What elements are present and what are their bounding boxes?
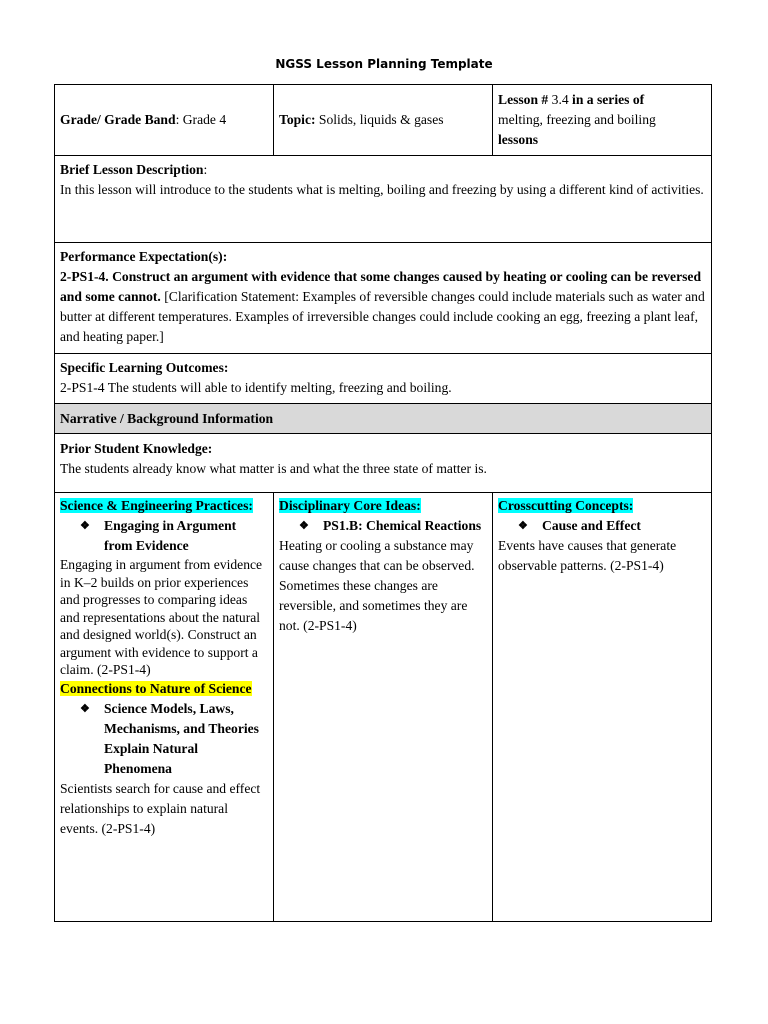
practices-bullet xyxy=(60,516,268,556)
header-row xyxy=(55,85,712,156)
narrative-row xyxy=(55,404,712,434)
lesson-series-value: melting, freezing and boiling xyxy=(498,112,656,127)
lesson-suffix: lessons xyxy=(498,132,539,147)
description-heading-colon: : xyxy=(203,162,208,177)
nature-heading: Connections to Nature of Science xyxy=(60,680,252,696)
prior-row xyxy=(55,434,712,493)
topic-cell xyxy=(274,85,493,156)
description-text: In this lesson will introduce to the students what is melting, boiling and freezing by using a different kind of activities. xyxy=(60,182,704,197)
diamond-bullet-icon: ❖ xyxy=(299,520,309,532)
prior-cell xyxy=(55,434,712,493)
performance-clarification: [Clarification Statement: Examples of reversible changes could include materials such as water and butter at different temperatures. Examples of irreversible changes could include cooking an egg, freezing a plant leaf, and heating paper.] xyxy=(60,289,705,344)
topic-value: Solids, liquids & gases xyxy=(315,112,444,127)
nature-bullet-text: Science Models, Laws, Mechanisms, and Theories Explain Natural Phenomena xyxy=(104,700,259,776)
crosscutting-bullet xyxy=(498,516,706,536)
outcomes-text: 2-PS1-4 The students will able to identify melting, freezing and boiling. xyxy=(60,380,452,395)
narrative-heading: Narrative / Background Information xyxy=(60,410,274,426)
nature-text: Scientists search for cause and effect relationships to explain natural events. (2-PS1-4) xyxy=(60,780,261,836)
nature-bullet xyxy=(60,699,268,779)
performance-row xyxy=(55,243,712,354)
crosscutting-heading: Crosscutting Concepts: xyxy=(498,498,634,513)
crosscutting-text: Events have causes that generate observable patterns. (2-PS1-4) xyxy=(498,538,677,573)
core-bullet-text: PS1.B: Chemical Reactions xyxy=(323,518,482,533)
diamond-bullet-icon: ❖ xyxy=(80,520,90,532)
lesson-series-label: in a series of xyxy=(568,92,645,107)
description-heading: Brief Lesson Description xyxy=(60,162,204,177)
description-row xyxy=(55,156,712,243)
crosscutting-cell xyxy=(493,493,712,922)
topic-label: Topic: xyxy=(279,112,316,127)
diamond-bullet-icon: ❖ xyxy=(80,702,90,715)
core-cell xyxy=(274,493,493,922)
diamond-bullet-icon: ❖ xyxy=(518,520,528,532)
outcomes-cell xyxy=(55,354,712,404)
narrative-cell xyxy=(55,404,712,434)
practices-text: Engaging in argument from evidence in K–2 builds on prior experiences and progresses to comparing ideas and representations about the natural and designed world(s). Construct an argument with evidence to support a claim. (2-PS1-4) xyxy=(60,557,263,677)
grade-value: : Grade 4 xyxy=(175,112,227,127)
lesson-cell xyxy=(493,85,712,156)
grade-cell xyxy=(55,85,274,156)
outcomes-heading: Specific Learning Outcomes: xyxy=(60,360,229,375)
crosscutting-bullet-text: Cause and Effect xyxy=(542,518,641,533)
core-text: Heating or cooling a substance may cause changes that can be observed. Sometimes these changes are reversible, and sometimes they are not. (2-PS1-4) xyxy=(279,538,475,633)
practices-bullet-text: Engaging in Argument from Evidence xyxy=(104,518,237,553)
practices-heading: Science & Engineering Practices: xyxy=(60,498,253,513)
standards-row xyxy=(55,493,712,922)
core-heading: Disciplinary Core Ideas: xyxy=(279,498,421,513)
page-title: NGSS Lesson Planning Template xyxy=(275,57,493,71)
lesson-number: 3.4 xyxy=(551,92,569,107)
core-bullet xyxy=(279,516,487,536)
description-cell xyxy=(55,156,712,243)
prior-heading: Prior Student Knowledge: xyxy=(60,441,213,456)
lesson-label: Lesson # xyxy=(498,92,552,107)
performance-standard: 2-PS1-4. Construct an argument with evidence that some changes caused by heating or cooling can be reversed and some cannot. xyxy=(60,269,702,304)
performance-cell xyxy=(55,243,712,354)
lesson-plan-table xyxy=(54,84,712,922)
prior-text: The students already know what matter is and what the three state of matter is. xyxy=(60,461,487,476)
outcomes-row xyxy=(55,354,712,404)
performance-heading: Performance Expectation(s): xyxy=(60,249,228,264)
grade-label: Grade/ Grade Band xyxy=(60,112,176,127)
practices-cell xyxy=(55,493,274,922)
